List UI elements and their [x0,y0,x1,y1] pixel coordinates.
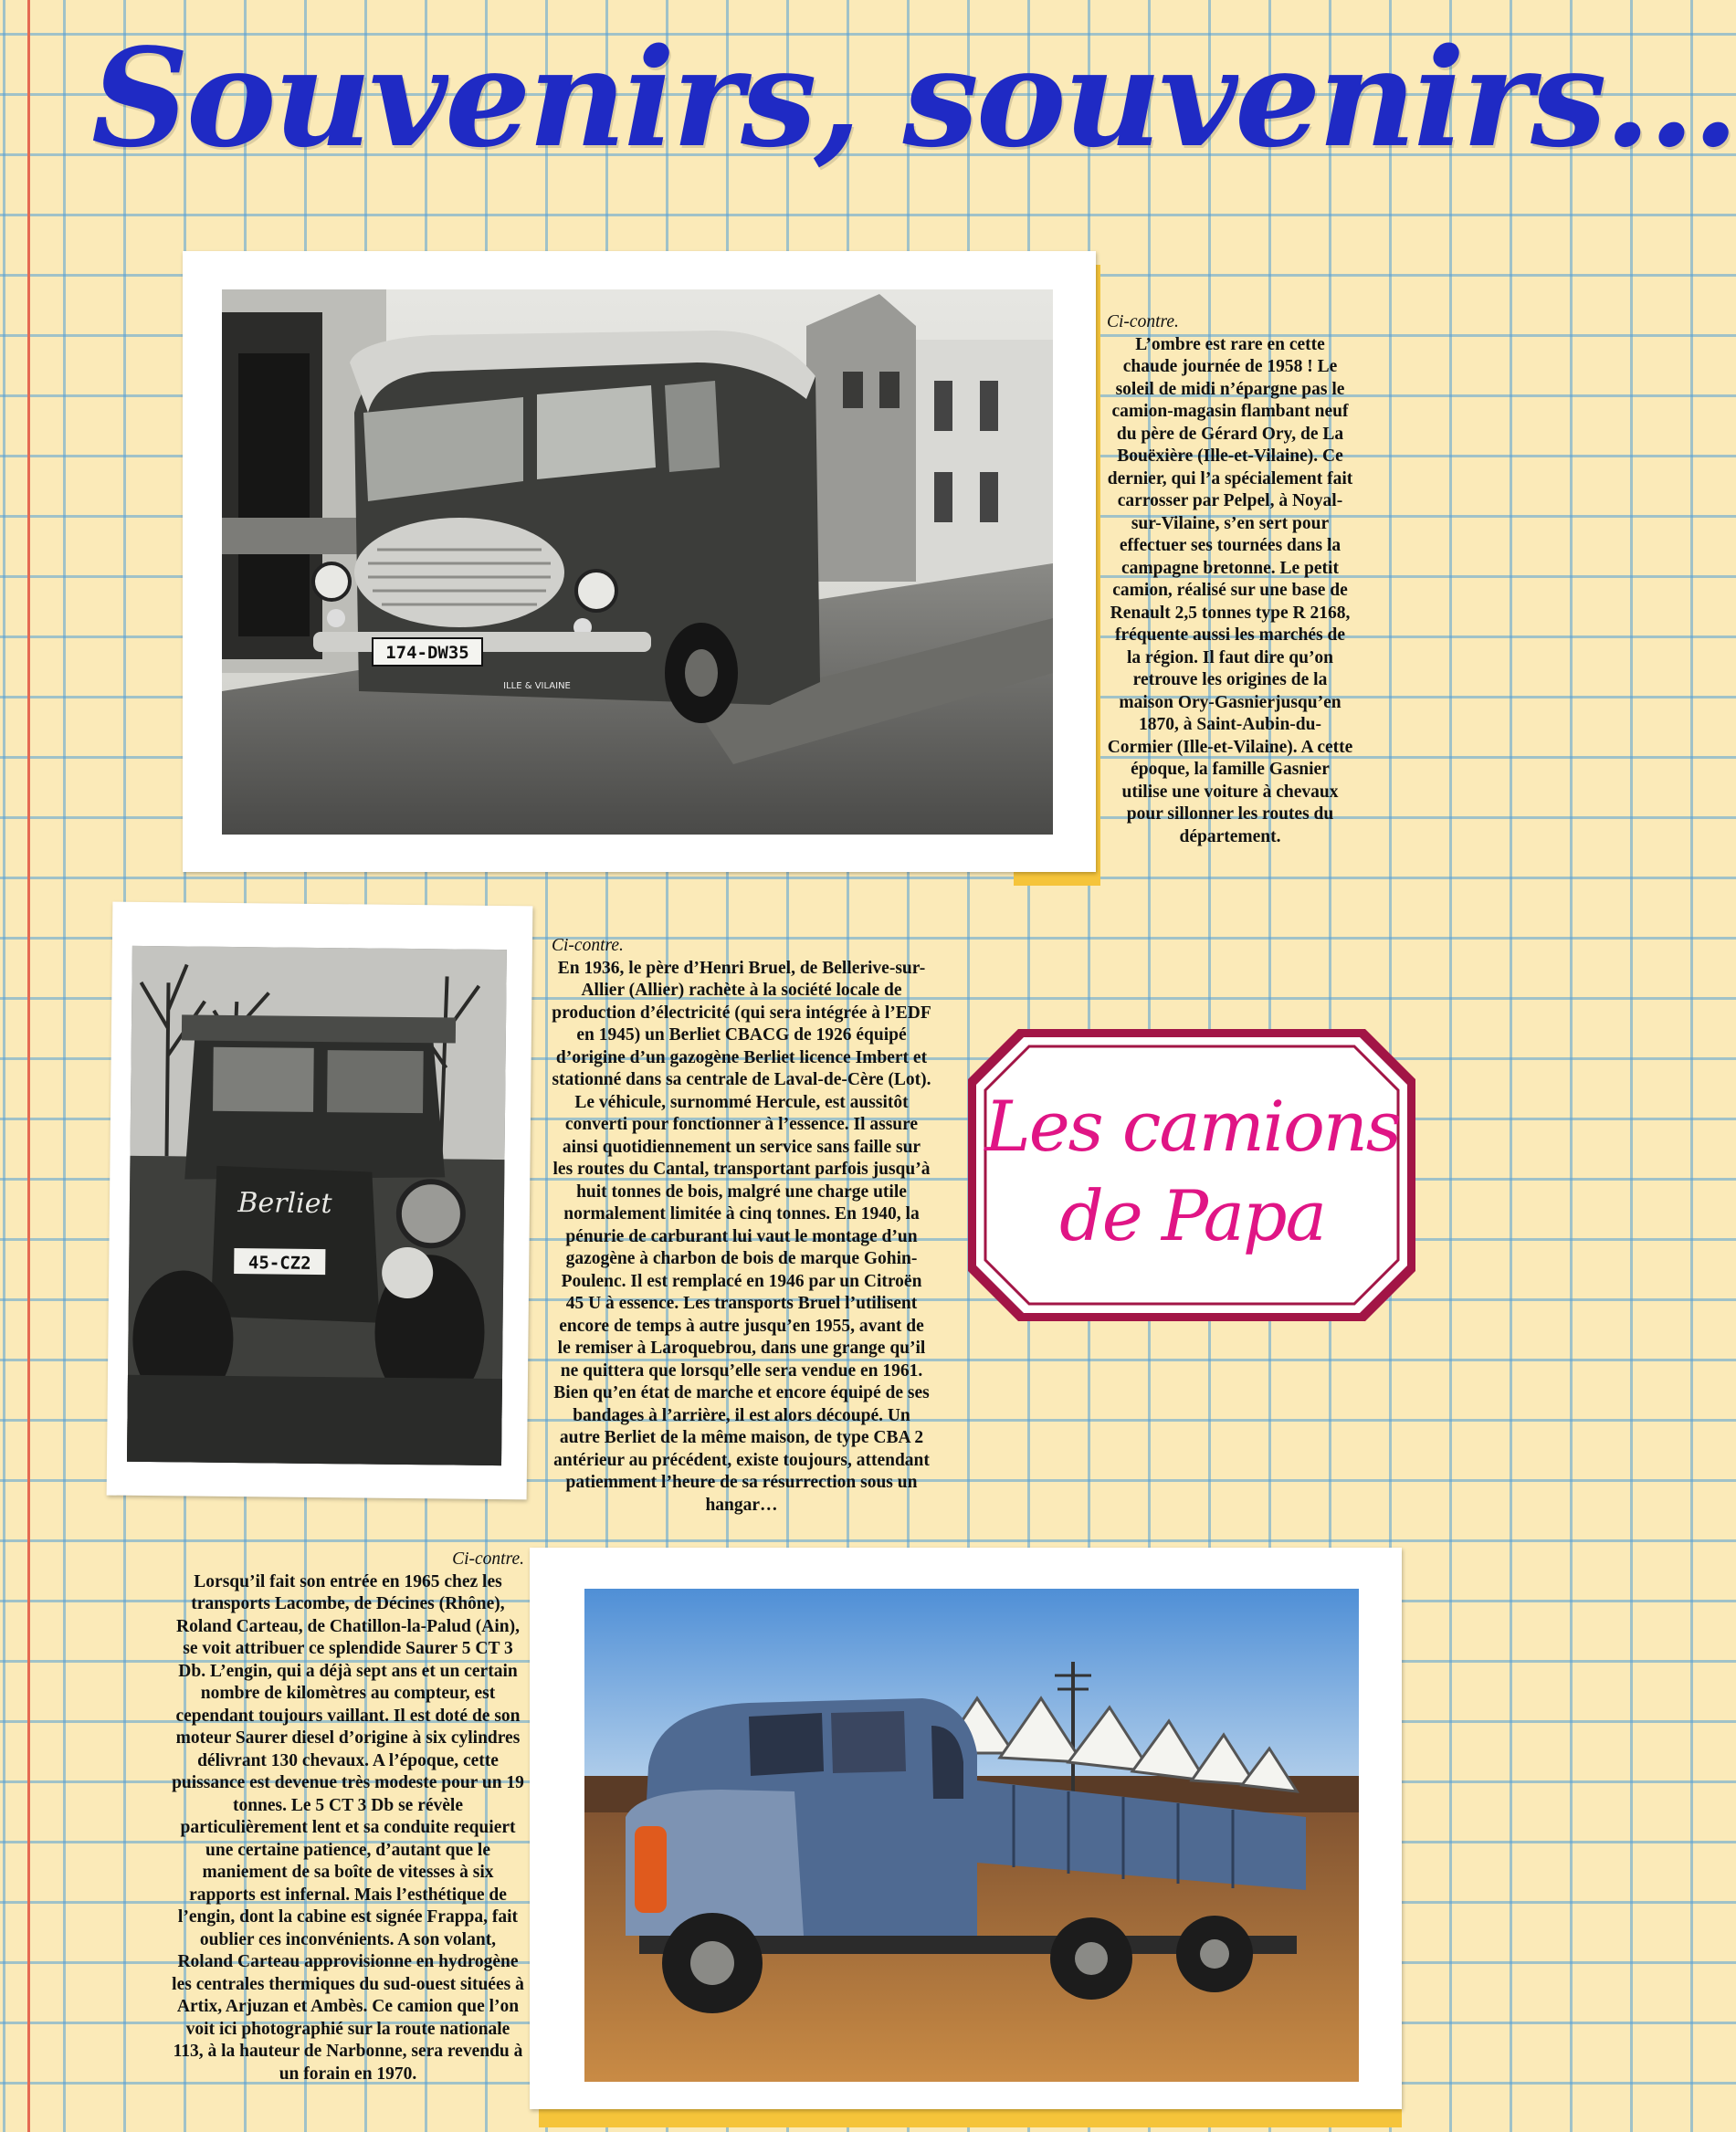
photo-1-plate: 174-DW35 [385,643,469,663]
photo-2-logo: Berliet [237,1187,332,1221]
notebook-margin-line [27,0,30,2132]
photo-1-plate-sub: ILLE & VILAINE [503,681,571,691]
caption-3 [172,1549,524,2085]
photo-3-image [584,1589,1359,2082]
photo-1-card [183,251,1096,872]
caption-3-label: Ci-contre. [452,1549,524,1569]
caption-3-text: Lorsqu’il fait son entrée en 1965 chez les transports Lacombe, de Décines (Rhône), Roland Carteau, de Chatillon-la-Palud (Ain), se voit attribuer ce splendide Saurer 5 CT 3 Db. L’engin, qui a déjà sept ans et un certain nombre de kilomètres au compteur, est cependant toujours vaillant. Il est doté de son moteur Saurer diesel d’origine à six cylindres délivrant 130 chevaux. A l’époque, cette puissance est devenue très modeste pour un 19 tonnes. Le 5 CT 3 Db se révèle particulièrement lent et sa conduite requiert une certaine patience, d’autant que le maniement de sa boîte de vitesses à six rapports est infernal. Mais l’esthétique de l’engin, dont la cabine est signée Frappa, fait oublier ces inconvénients. A son volant, Roland Carteau approvisionne en hydrogène les centrales thermiques du sud-ouest situées à Artix, Arjuzan et Ambès. Ce camion que l’on voit ici photographié sur la route nationale 113, à la hauteur de Narbonne, sera revendu à un forain en 1970. [172,1571,524,2084]
photo-1-image [222,289,1053,835]
title-label-line1: Les camions [984,1086,1400,1167]
caption-1-text: L’ombre est rare en cette chaude journée de 1958 ! Le soleil de midi n’épargne pas le camion-magasin flambant neuf du père de Gérard Ory, de La Bouëxière (Ille-et-Vilaine). Ce dernier, qui l’a spécialement fait carrosser par Pelpel, à Noyal-sur-Vilaine, s’en sert pour effectuer ses tournées dans la campagne bretonne. Le petit camion, réalisé sur une base de Renault 2,5 tonnes type R 2168, fréquente aussi les marchés de la région. Il faut dire qu’on retrouve les origines de la maison Ory-Gasnierjusqu’en 1870, à Saint-Aubin-du-Cormier (Ille-et-Vilaine). A cette époque, la famille Gasnier utilise une voiture à chevaux pour sillonner les routes du département. [1107,334,1353,846]
page-title: Souvenirs, souvenirs… [91,18,1736,177]
photo-2-card [107,902,533,1500]
photo-3-card [530,1548,1402,2109]
photo-2-image [127,946,507,1465]
caption-2-text: En 1936, le père d’Henri Bruel, de Bellerive-sur-Allier (Allier) rachète à la société locale de production d’électricité (qui sera intégrée à l’EDF en 1945) un Berliet CBACG de 1926 équipé d’origine d’un gazogène Berliet licence Imbert et stationné dans sa centrale de Laval-de-Cère (Lot). Le véhicule, surnommé Hercule, est aussitôt converti pour fonctionner à l’essence. Il assure ainsi quotidiennement un service sans faille sur les routes du Cantal, transportant parfois jusqu’à huit tonnes de bois, malgré une charge utile normalement limitée à cinq tonnes. En 1940, la pénurie de carburant lui vaut le montage d’un gazogène à charbon de bois de marque Gohin-Poulenc. Il est remplacé en 1946 par un Citroën 45 U à essence. Les transports Bruel l’utilisent encore de temps à autre jusqu’en 1955, avant de le remiser à Laroquebrou, dans une grange qu’il ne quittera que lorsqu’elle sera vendue en 1961. Bien qu’en état de marche et encore équipé de ses bandages à l’arrière, il est alors découpé. Un autre Berliet de la même maison, de type CBA 2 antérieur au précédent, existe toujours, attendant patiemment l’heure de sa résurrection sous un hangar… [552,958,931,1515]
caption-2-label: Ci-contre. [552,936,624,955]
photo-2-plate: 45-CZ2 [247,1253,311,1274]
caption-1-label: Ci-contre. [1107,312,1179,331]
title-label-text [975,1082,1409,1261]
title-label-line2: de Papa [1059,1175,1325,1256]
caption-2 [552,935,931,1517]
caption-1 [1107,311,1353,848]
